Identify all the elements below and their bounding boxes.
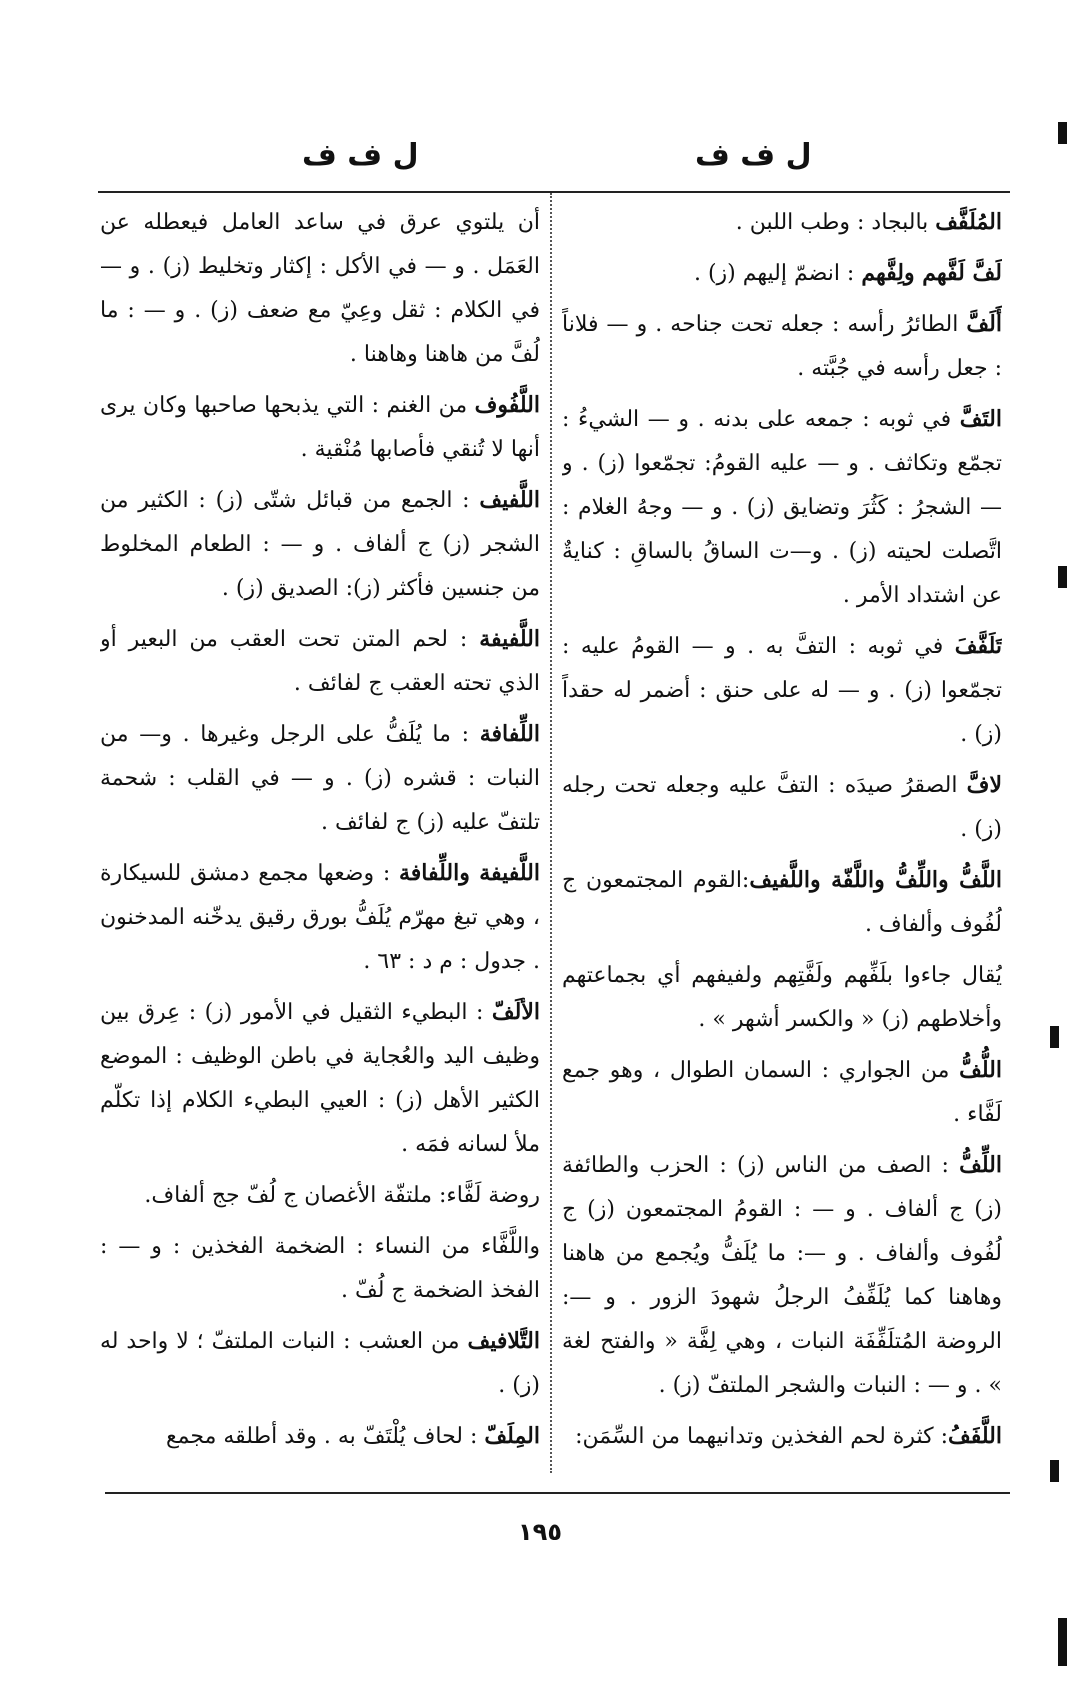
dictionary-entry — [100, 617, 540, 706]
entry-headword: اللَّفَفُ — [947, 1423, 1002, 1449]
entry-text: أن يلتوي عرق في ساعد العامل فيعطله عن العَمَل . و — في الأكل : إكثار وتخليط (ز) . و — في الكلام : ثقل وعِيّ مع ضعف (ز) . و — : ما لُفَّ من هاهنا وهاهنا . — [100, 210, 540, 367]
entry-headword: تَلَفَّفَ — [954, 633, 1002, 659]
entry-text: : لحاف يُلْتَفّ به . وقد أطلقه مجمع — [165, 1424, 485, 1449]
dictionary-entry — [100, 200, 540, 377]
dictionary-entry — [100, 1173, 540, 1218]
scan-edge-mark — [1058, 122, 1067, 144]
dictionary-entry — [562, 302, 1002, 391]
entry-text: في ثوبه : جمعه على بدنه . و — الشيءُ : تجمّع وتكاثف . و — عليه القومُ: تجمّعوا (ز) . و — الشجرُ : كَثُرَ وتضايق (ز) . و — وجهُ الغلام : اتَّصلت لحيته (ز) . و—ت الساقُ بالساقِ : كنايةٌ عن اشتداد الأمر . — [562, 407, 1002, 608]
entry-text: : انضمّ إليهم (ز) . — [693, 261, 862, 286]
entry-text: واللَّفَّاء من النساء : الضخمة الفخذين : و — : الفخذ الضخمة ج لُفّ . — [100, 1234, 540, 1303]
dictionary-entry — [562, 1414, 1002, 1459]
dictionary-entry — [562, 251, 1002, 296]
dictionary-entry — [562, 200, 1002, 245]
entry-text: : ما يُلَفُّ على الرجل وغيرها . و— من النبات : قشره (ز) . و — في القلب : شحمة تلتفّ عليه (ز) ج لفائف . — [100, 722, 540, 835]
entry-text: : وضعها مجمع دمشق للسيكارة ، وهي تبغ مهرّم يُلَفُّ بورق رقيق يدخّنه المدخنون . جدول : م د : ٦٣ . — [100, 861, 540, 974]
entry-headword: التَفَّ — [959, 406, 1002, 432]
entry-text: الطائرُ رأسه : جعله تحت جناحه . و — فلاناً : جعل رأسه في جُبَّته . — [562, 312, 1002, 381]
entry-text: من العشب : النبات الملتفّ ؛ لا واحد له (ز) . — [100, 1329, 540, 1398]
scan-edge-mark — [1050, 1026, 1059, 1048]
dictionary-entry — [562, 1048, 1002, 1137]
dictionary-entry — [100, 478, 540, 611]
entry-headword: المُلَفَّف — [935, 209, 1002, 235]
entry-headword: اللَّفيفة — [479, 626, 540, 652]
dictionary-entry — [562, 953, 1002, 1042]
column-divider — [550, 193, 552, 1473]
dictionary-entry — [100, 712, 540, 845]
right-column — [562, 200, 1002, 1485]
left-column — [100, 200, 540, 1485]
entry-headword: لافَّ — [966, 772, 1002, 798]
entry-text: في ثوبه : التفَّ به . و — القومُ عليه : تجمّعوا (ز) . و — له على حنق : أضمر له حقداً (ز) . — [562, 634, 1002, 747]
dictionary-entry — [100, 1224, 540, 1313]
entry-text: بالبجاد : وطب اللبن . — [735, 210, 936, 235]
page-number: ١٩٥ — [518, 1518, 562, 1546]
entry-headword: اللَّفُّ واللِّفُّ واللَّفّة واللَّفيف — [749, 867, 1002, 893]
entry-text: من الجواري : السمان الطوال ، وهو جمع لَفَّاء . — [562, 1058, 1002, 1127]
entry-headword: الألَفّ — [491, 999, 540, 1025]
page-header-left: ل ف ف — [302, 138, 419, 173]
header-rule — [98, 191, 1010, 193]
entry-text: :القوم المجتمعون ج لُفُوف وألفاف . — [562, 868, 1002, 937]
entry-headword: لَفَّ لَفَّهم ولِفَّهم — [861, 260, 1002, 286]
entry-headword: اللَّفيفة واللِّفافة — [398, 860, 540, 886]
entry-text: : البطيء الثقيل في الأمور (ز) : عِرق بين وظيف اليد والعُجاية في باطن الوظيف : الموضع الكثير الأهل (ز) : العيي البطيء الكلام إذا تكلّم ملأ لسانه فمَه . — [100, 1000, 540, 1157]
entry-text: : كثرة لحم الفخذين وتدانيهما من السِّمَن: — [575, 1424, 948, 1449]
entry-headword: اللُّفُّ — [959, 1057, 1002, 1083]
scan-edge-mark — [1058, 566, 1067, 588]
entry-headword: اللِّفافة — [479, 721, 540, 747]
dictionary-entry — [562, 397, 1002, 618]
entry-text: يُقال جاءوا بلَفِّهم ولَفَّتِهم ولفيفهم أي بجماعتهم وأخلاطهم (ز) « والكسر أشهر » . — [562, 963, 1002, 1032]
entry-headword: اللَّفيف — [479, 487, 540, 513]
dictionary-entry — [562, 624, 1002, 757]
entry-headword: اللِّفُّ — [959, 1152, 1002, 1178]
entry-text: : الصف من الناس (ز) : الحزب والطائفة (ز) ج ألفاف . و — : القومُ المجتمعون (ز) ج لُفُوف وألفاف . و —: ما يُلَفُّ ويُجمع من هاهنا وهاهنا كما يُلَفِّفُ الرجلُ شهودَ الزور . و —: الروضة المُتلَفِّفَة النبات ، وهي لِفَّة « والفتح لغة » . و — : النبات والشجر الملتفّ (ز) . — [562, 1153, 1002, 1398]
entry-headword: المِلَفّ — [484, 1423, 540, 1449]
dictionary-entry — [100, 851, 540, 984]
entry-text: الصقرُ صيدَه : التفَّ عليه وجعله تحت رجله (ز) . — [562, 773, 1002, 842]
entry-text: : لحم المتن تحت العقب من البعير أو الذي تحته العقب ج لفائف . — [100, 627, 540, 696]
dictionary-entry — [562, 858, 1002, 947]
dictionary-entry — [100, 990, 540, 1167]
scan-edge-mark — [1058, 1618, 1067, 1666]
dictionary-entry — [100, 383, 540, 472]
footer-rule — [105, 1492, 1010, 1494]
entry-text: روضة لَفَّاء: ملتفّة الأغصان ج لُفّ جج ألفاف. — [144, 1183, 540, 1208]
dictionary-entry — [100, 1414, 540, 1459]
entry-headword: اللَّفُوف — [474, 392, 540, 418]
entry-headword: أَلَفَّ — [966, 311, 1002, 337]
dictionary-entry — [562, 763, 1002, 852]
entry-text: من الغنم : التي يذبحها صاحبها وكان يرى أنها لا تُنقي فأصابها مُنْقية . — [100, 393, 540, 462]
entry-headword: التَّلافيف — [467, 1328, 540, 1354]
dictionary-entry — [100, 1319, 540, 1408]
page-header-right: ل ف ف — [695, 138, 812, 173]
scan-edge-mark — [1050, 1460, 1059, 1482]
entry-text: : الجمع من قبائل شتّى (ز) : الكثير من الشجر (ز) ج ألفاف . و — : الطعام المخلوط من جنسين فأكثر (ز): الصديق (ز) . — [100, 488, 540, 601]
dictionary-entry — [562, 1143, 1002, 1408]
